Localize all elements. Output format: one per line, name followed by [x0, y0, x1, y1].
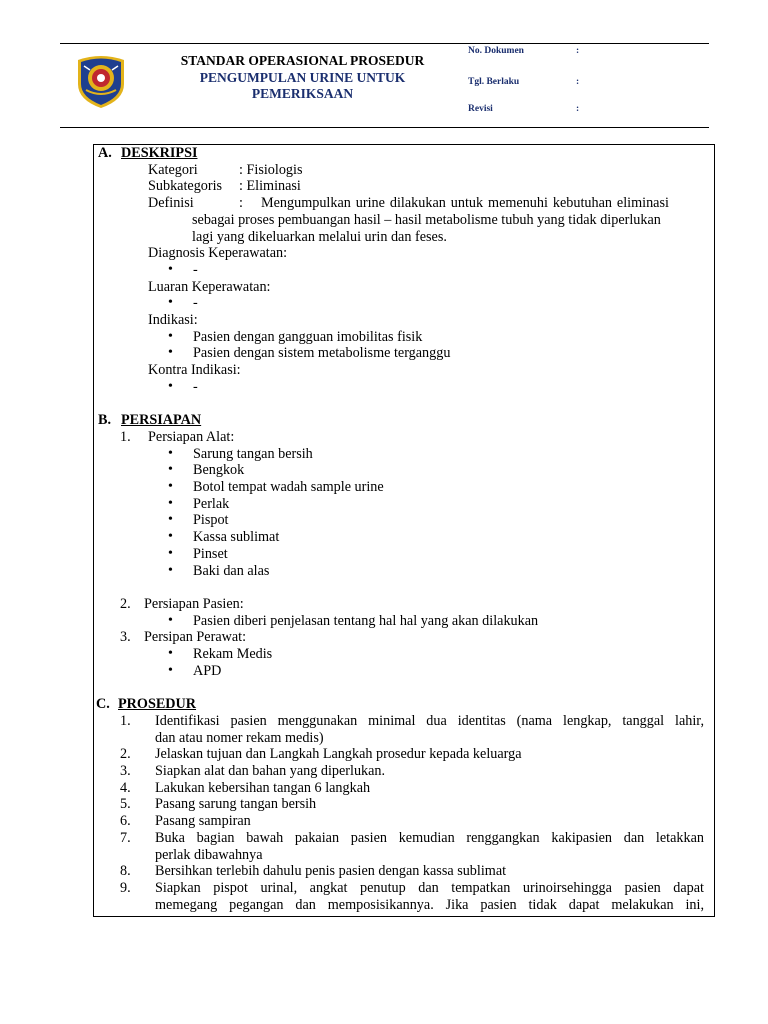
indikasi-label: Indikasi: [148, 312, 198, 328]
meta-tgl-berlaku-label: Tgl. Berlaku [468, 77, 520, 87]
alat-item: • Baki dan alas [193, 563, 269, 580]
step-text-line2: perlak dibawahnya [155, 846, 263, 863]
sop-subtitle-line2: PEMERIKSAAN [251, 86, 354, 101]
definisi-label: Definisi [148, 195, 194, 212]
meta-tgl-berlaku-colon: : [576, 77, 580, 87]
definisi-colon: : [239, 195, 243, 212]
persiapan-alat-label: Persiapan Alat: [148, 428, 235, 445]
step-text: Siapkan alat dan bahan yang diperlukan. [155, 763, 386, 779]
meta-revisi-label: Revisi [468, 104, 493, 114]
persiapan-pasien-number: 2. [120, 596, 131, 612]
alat-item: • Pispot [193, 512, 228, 529]
step-text: Lakukan kebersihan tangan 6 langkah [155, 779, 371, 796]
kategori-value: : Fisiologis [239, 161, 303, 178]
step-text-line1: Siapkan pispot urinal, angkat penutup dan tempatkan urinoirsehingga pasien dapat [155, 879, 704, 896]
subkategori-value: : Eliminasi [239, 178, 301, 195]
alat-item: • Botol tempat wadah sample urine [193, 479, 384, 496]
step-text: Jelaskan tujuan dan Langkah Langkah prosedur kepada keluarga [155, 746, 522, 763]
luaran-item: • - [193, 295, 198, 312]
section-b-heading: PERSIAPAN [121, 412, 202, 429]
section-c-heading: PROSEDUR [118, 696, 197, 713]
perawat-item: • Rekam Medis [193, 646, 272, 663]
section-b-letter: B. [98, 412, 112, 429]
header-bottom-rule [60, 127, 709, 128]
step-number: 2. [120, 746, 131, 763]
step-text [155, 713, 704, 746]
step-number: 5. [120, 796, 131, 813]
perawat-item: • APD [193, 663, 221, 680]
step-number: 9. [120, 879, 131, 896]
kontra-indikasi-label: Kontra Indikasi: [148, 362, 241, 379]
step-number: 4. [120, 779, 131, 796]
step-text [155, 880, 704, 913]
luaran-label: Luaran Keperawatan: [148, 278, 271, 295]
subkategori-label: Subkategoris [148, 178, 223, 195]
indikasi-item: • Pasien dengan sistem metabolisme terganggu [193, 345, 450, 362]
sop-subtitle [150, 70, 455, 102]
persiapan-pasien-label: Persiapan Pasien: [144, 596, 244, 612]
header-top-rule [60, 43, 709, 44]
persiapan-alat-number: 1. [120, 428, 131, 445]
definisi-line2: sebagai proses pembuangan hasil – hasil metabolisme tubuh yang tidak diperlukan [192, 211, 661, 228]
section-a-letter: A. [98, 145, 112, 161]
section-c-letter: C. [96, 696, 110, 713]
step-text [155, 830, 704, 863]
sop-content-box [93, 144, 715, 917]
indikasi-item: • Pasien dengan gangguan imobilitas fisik [193, 329, 422, 346]
kategori-label: Kategori [148, 161, 198, 178]
step-text-line1: Identifikasi pasien menggunakan minimal dua identitas (nama lengkap, tanggal lahir, [155, 712, 704, 729]
step-text-line2: dan atau nomer rekam medis) [155, 729, 324, 746]
pasien-item: • Pasien diberi penjelasan tentang hal hal yang akan dilakukan [193, 613, 538, 630]
step-text-line1: Buka bagian bawah pakaian pasien kemudian renggangkan kakipasien dan letakkan [155, 829, 704, 846]
step-number: 7. [120, 829, 131, 846]
step-number: 1. [120, 712, 131, 729]
definisi-line1: Mengumpulkan urine dilakukan untuk memenuhi kebutuhan eliminasi [261, 195, 669, 212]
regional-emblem-logo [70, 50, 132, 110]
meta-revisi-colon: : [576, 104, 580, 114]
section-a-heading: DESKRIPSI [121, 145, 198, 161]
diagnosis-item: • - [193, 262, 198, 279]
diagnosis-label: Diagnosis Keperawatan: [148, 245, 288, 262]
meta-no-dokumen-colon: : [576, 46, 580, 56]
alat-item: • Sarung tangan bersih [193, 446, 313, 463]
kontra-indikasi-item: • - [193, 379, 198, 396]
step-number: 6. [120, 813, 131, 830]
sop-subtitle-line1: PENGUMPULAN URINE UNTUK [199, 70, 406, 85]
persiapan-perawat-number: 3. [120, 629, 131, 646]
alat-item: • Bengkok [193, 462, 244, 479]
persiapan-perawat-label: Persipan Perawat: [144, 629, 247, 646]
step-text: Bersihkan terlebih dahulu penis pasien dengan kassa sublimat [155, 863, 507, 880]
alat-item: • Kassa sublimat [193, 529, 279, 546]
step-text: Pasang sampiran [155, 813, 251, 830]
alat-item: • Pinset [193, 546, 228, 563]
definisi-line3: lagi yang dikeluarkan melalui urin dan feses. [192, 228, 447, 245]
step-number: 8. [120, 863, 131, 880]
step-number: 3. [120, 763, 131, 779]
step-text: Pasang sarung tangan bersih [155, 796, 317, 813]
step-text-line2: memegang pegangan dan memposisikannya. Jika pasien tidak dapat melakukan ini, [155, 896, 704, 913]
meta-no-dokumen-label: No. Dokumen [468, 46, 524, 56]
sop-title: STANDAR OPERASIONAL PROSEDUR [180, 53, 425, 68]
alat-item: • Perlak [193, 496, 229, 513]
